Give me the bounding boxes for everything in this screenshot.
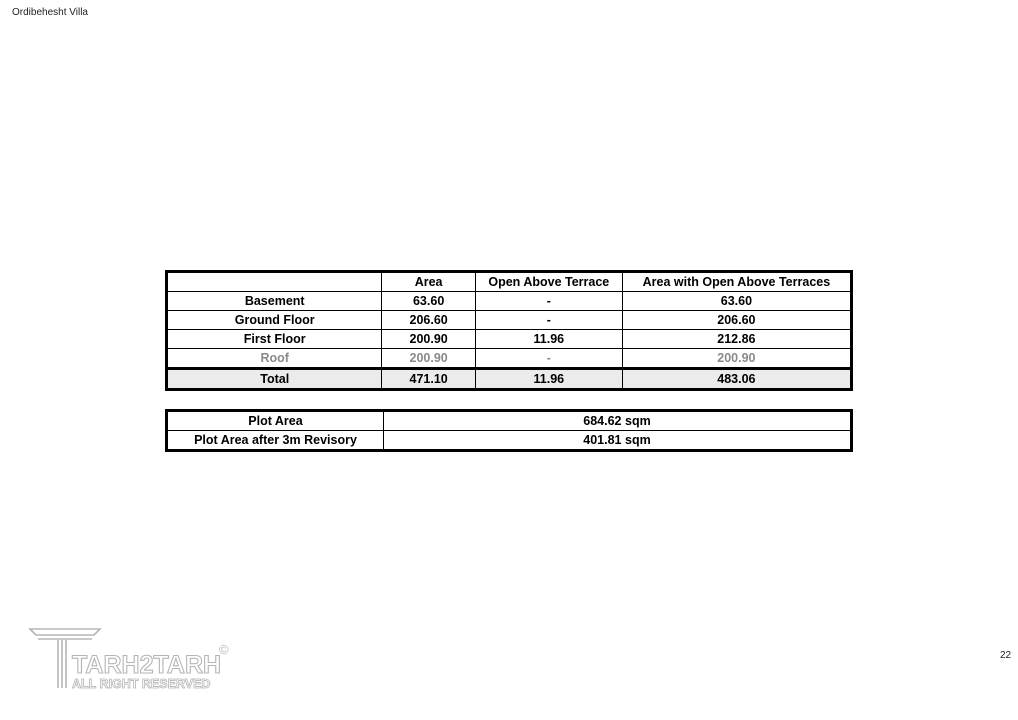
cell-area-with-terraces: 206.60 [622,311,851,330]
cell-area-with-terraces: 63.60 [622,292,851,311]
logo-tagline: ALL RIGHT RESERVED [72,677,211,691]
total-open-terrace: 11.96 [475,369,622,390]
plot-label: Plot Area after 3m Revisory [167,431,384,451]
row-label: Roof [167,349,382,369]
tarh2tarh-logo [28,626,238,692]
total-area: 471.10 [382,369,475,390]
plot-label: Plot Area [167,411,384,431]
cell-area: 200.90 [382,330,475,349]
table-row [167,431,852,451]
table-header-row [167,272,852,292]
cell-area: 200.90 [382,349,475,369]
cell-open-terrace: - [475,349,622,369]
cell-open-terrace: - [475,311,622,330]
row-label: First Floor [167,330,382,349]
cell-area-with-terraces: 212.86 [622,330,851,349]
cell-open-terrace: - [475,292,622,311]
column-header-area-with-terraces: Area with Open Above Terraces [622,272,851,292]
column-header-open-above-terrace: Open Above Terrace [475,272,622,292]
table-row [167,411,852,431]
column-header-area: Area [382,272,475,292]
column-header-blank [167,272,382,292]
total-area-with-terraces: 483.06 [622,369,851,390]
cell-area-with-terraces: 200.90 [622,349,851,369]
document-title: Ordibehesht Villa [12,7,88,18]
floor-area-table [165,270,853,391]
table-row [167,311,852,330]
page-number: 22 [1000,650,1012,661]
plot-value: 401.81 sqm [384,431,852,451]
cell-area: 206.60 [382,311,475,330]
plot-area-table [165,409,853,452]
row-label: Basement [167,292,382,311]
table-row [167,292,852,311]
table-row [167,349,852,369]
cell-area: 63.60 [382,292,475,311]
plot-value: 684.62 sqm [384,411,852,431]
logo-wordmark: TARH2TARH [72,651,222,679]
table-row [167,330,852,349]
total-label: Total [167,369,382,390]
logo-capital-shape [30,629,100,635]
total-row [167,369,852,390]
cell-open-terrace: 11.96 [475,330,622,349]
row-label: Ground Floor [167,311,382,330]
copyright-icon: © [219,642,229,657]
